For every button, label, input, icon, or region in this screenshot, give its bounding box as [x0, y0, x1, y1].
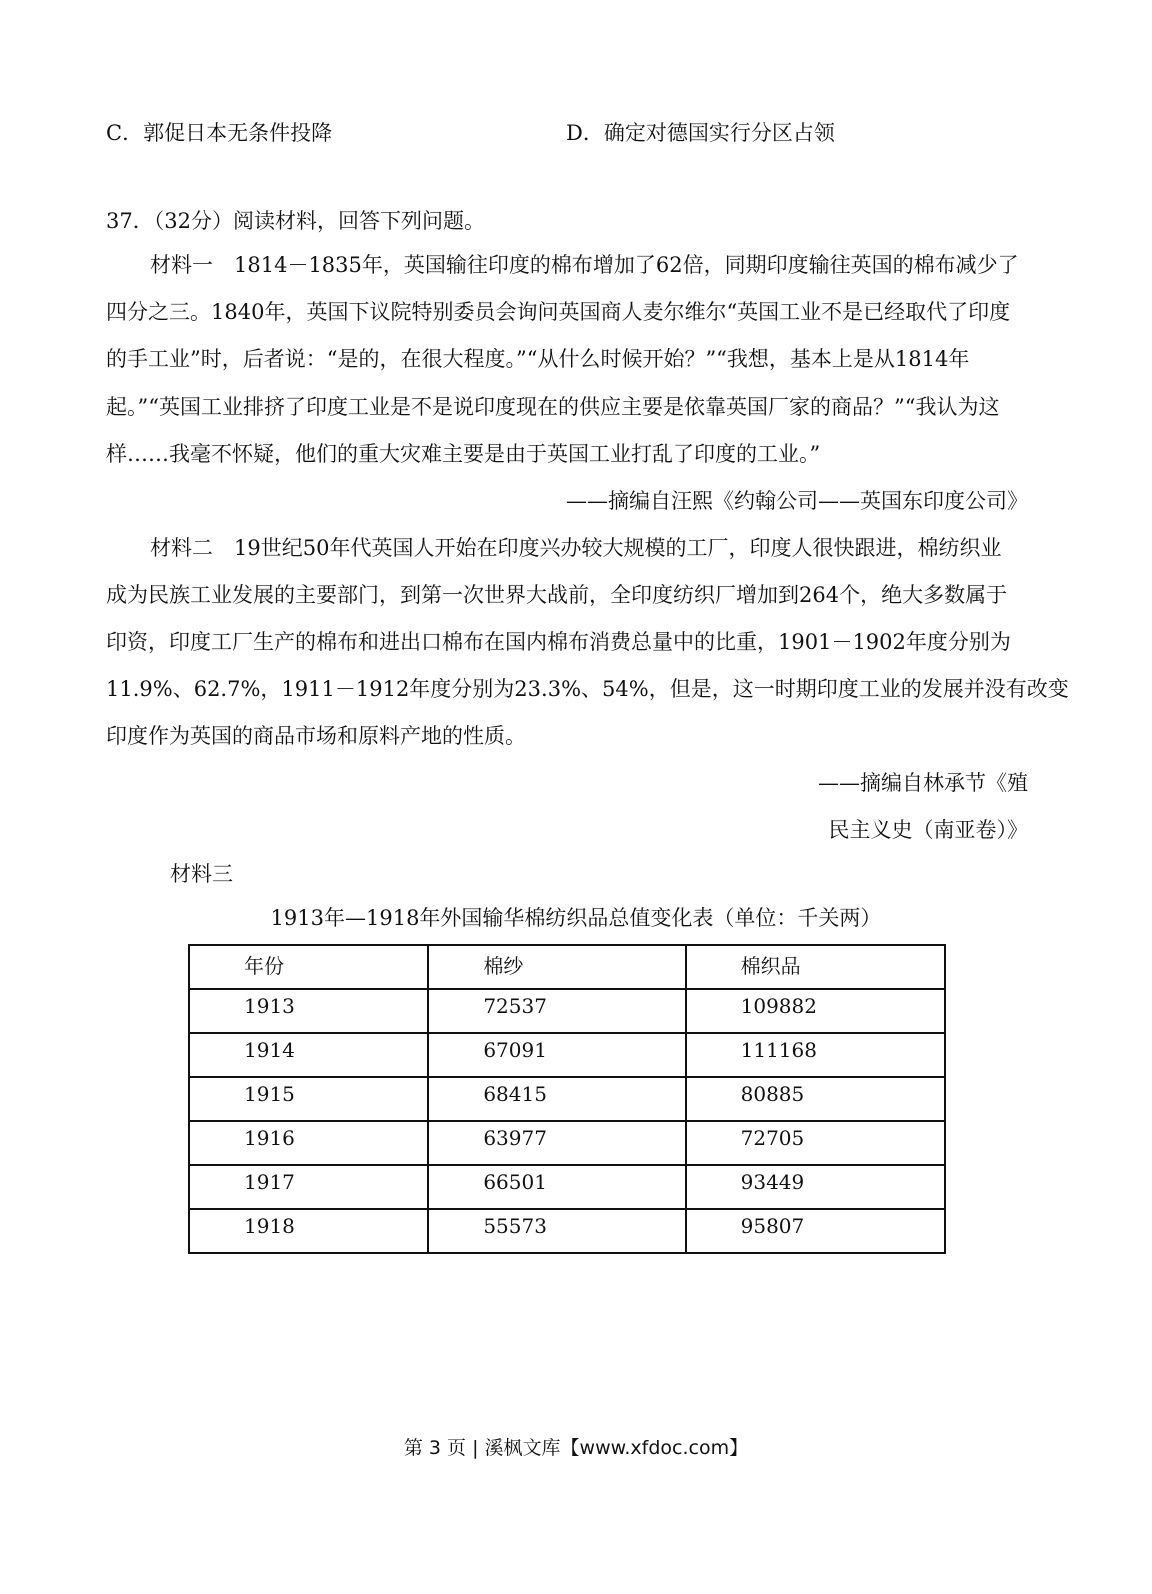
material1-line-2: 四分之三。1840年，英国下议院特别委员会询问英国商人麦尔维尔“英国工业不是已经取代了印度 [106, 300, 1011, 324]
cell-yarn: 63977 [428, 1121, 685, 1165]
material2-line-1: 材料二 19世纪50年代英国人开始在印度兴办较大规模的工厂，印度人很快跟进，棉纺织业 [150, 536, 1002, 560]
header-year: 年份 [189, 945, 428, 989]
cell-year: 1918 [189, 1209, 428, 1253]
cell-yarn: 72537 [428, 989, 685, 1033]
material1-line-3: 的手工业”时，后者说：“是的，在很大程度。”“从什么时候开始？”“我想，基本上是从1814年 [106, 347, 970, 371]
cell-cloth: 80885 [686, 1077, 945, 1121]
cell-year: 1916 [189, 1121, 428, 1165]
header-yarn: 棉纱 [428, 945, 685, 989]
table-title: 1913年—1918年外国输华棉纺织品总值变化表（单位：千关两） [270, 906, 882, 930]
table-header-row [189, 945, 945, 989]
cell-year: 1913 [189, 989, 428, 1033]
question-heading: 37．（32分）阅读材料，回答下列问题。 [106, 209, 485, 233]
header-cloth: 棉织品 [686, 945, 945, 989]
material2-line-3: 印资，印度工厂生产的棉布和进出口棉布在国内棉布消费总量中的比重，1901－1902年度分别为 [106, 630, 1011, 654]
material1-line-1: 材料一 1814－1835年，英国输往印度的棉布增加了62倍，同期印度输往英国的棉布减少了 [150, 253, 1019, 277]
cell-yarn: 67091 [428, 1033, 685, 1077]
page-footer: 第 3 页 | 溪枫文库【www.xfdoc.com】 [403, 1437, 749, 1459]
cell-cloth: 72705 [686, 1121, 945, 1165]
cell-yarn: 66501 [428, 1165, 685, 1209]
cell-cloth: 111168 [686, 1033, 945, 1077]
cell-year: 1917 [189, 1165, 428, 1209]
material1-line-5: 样……我毫不怀疑，他们的重大灾难主要是由于英国工业打乱了印度的工业。” [106, 442, 821, 466]
material1-source: ——摘编自汪熙《约翰公司——英国东印度公司》 [566, 489, 1028, 513]
material2-source-line-1: ——摘编自林承节《殖 [818, 771, 1028, 795]
material2-source-line-2: 民主义史（南亚卷）》 [828, 818, 1028, 842]
material2-line-5: 印度作为英国的商品市场和原料产地的性质。 [106, 724, 526, 748]
option-c: C．郭促日本无条件投降 [106, 121, 333, 145]
cell-cloth: 109882 [686, 989, 945, 1033]
cell-yarn: 55573 [428, 1209, 685, 1253]
cell-yarn: 68415 [428, 1077, 685, 1121]
table-row [189, 1121, 945, 1165]
table-row [189, 1033, 945, 1077]
option-row [106, 118, 835, 148]
material2-line-4: 11.9%、62.7%，1911－1912年度分别为23.3%、54%，但是，这一时期印度工业的发展并没有改变 [106, 677, 1069, 701]
table-row [189, 1209, 945, 1253]
cell-cloth: 95807 [686, 1209, 945, 1253]
table-row [189, 989, 945, 1033]
material1-line-4: 起。”“英国工业排挤了印度工业是不是说印度现在的供应主要是依靠英国厂家的商品？”“我认为这 [106, 395, 1000, 419]
material2-line-2: 成为民族工业发展的主要部门，到第一次世界大战前，全印度纺织厂增加到264个，绝大多数属于 [106, 583, 1008, 607]
data-table [188, 944, 946, 1254]
table-row [189, 1165, 945, 1209]
table-row [189, 1077, 945, 1121]
option-d: D．确定对德国实行分区占领 [566, 121, 835, 145]
cell-cloth: 93449 [686, 1165, 945, 1209]
cell-year: 1915 [189, 1077, 428, 1121]
cell-year: 1914 [189, 1033, 428, 1077]
material3-label: 材料三 [170, 862, 233, 886]
